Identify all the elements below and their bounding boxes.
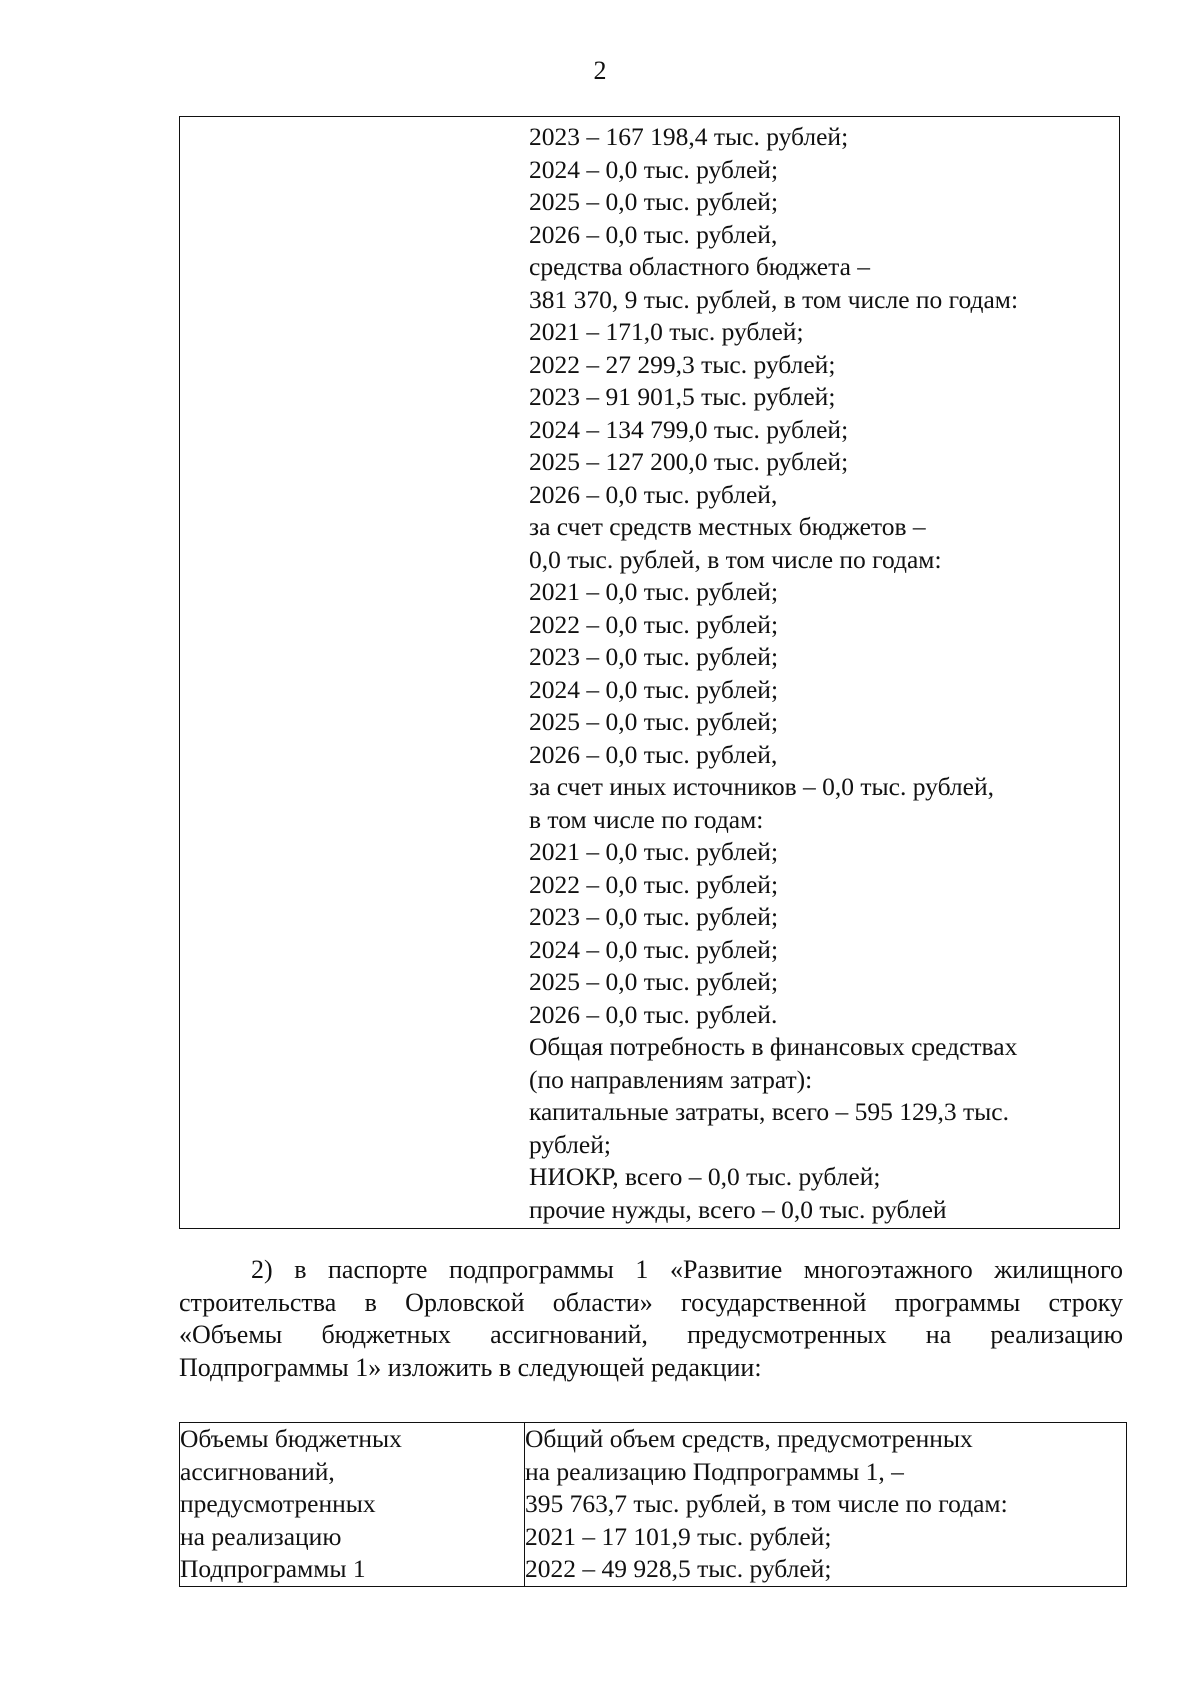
text-line: 2026 – 0,0 тыс. рублей, (529, 479, 778, 509)
text-line: 2023 – 167 198,4 тыс. рублей; (529, 122, 849, 151)
text-line: ассигнований, (180, 1456, 335, 1486)
text-line: 2023 – 0,0 тыс. рублей; (529, 902, 779, 931)
text-line: 2025 – 0,0 тыс. рублей; (529, 707, 779, 736)
text-line: 2025 – 127 200,0 тыс. рублей; (529, 447, 849, 476)
paragraph-line: 2) в паспорте подпрограммы 1 «Развитие многоэтажного жилищного (251, 1255, 1123, 1284)
text-line: Объемы бюджетных (180, 1424, 402, 1453)
subprogram-funding-table (179, 1422, 1127, 1587)
row-value-lines (525, 1423, 1126, 1586)
text-line: 2023 – 0,0 тыс. рублей; (529, 642, 779, 671)
text-line: прочие нужды, всего – 0,0 тыс. рублей (529, 1194, 947, 1224)
text-line: Общий объем средств, предусмотренных (525, 1424, 973, 1453)
funding-table-continued (179, 116, 1120, 1229)
funding-details-lines (529, 121, 1113, 1226)
text-line: 2021 – 171,0 тыс. рублей; (529, 317, 804, 346)
text-line: 2026 – 0,0 тыс. рублей. (529, 999, 778, 1029)
row-header-lines (180, 1423, 524, 1586)
text-line: 2025 – 0,0 тыс. рублей; (529, 967, 779, 996)
text-line: 2022 – 0,0 тыс. рублей; (529, 609, 779, 639)
text-line: 2024 – 0,0 тыс. рублей; (529, 154, 779, 184)
text-line: 2022 – 49 928,5 тыс. рублей; (525, 1554, 832, 1583)
text-line: 0,0 тыс. рублей, в том числе по годам: (529, 544, 942, 574)
amendment-paragraph (179, 1254, 1123, 1384)
text-line: Общая потребность в финансовых средствах (529, 1032, 1018, 1061)
text-line: 2022 – 0,0 тыс. рублей; (529, 869, 779, 899)
text-line: Подпрограммы 1 (180, 1554, 366, 1583)
text-line: в том числе по годам: (529, 804, 764, 834)
text-line: 2024 – 134 799,0 тыс. рублей; (529, 414, 849, 444)
text-line: 2024 – 0,0 тыс. рублей; (529, 934, 779, 964)
table-row (180, 1423, 1127, 1587)
text-line: средства областного бюджета – (529, 252, 871, 281)
text-line: капитальные затраты, всего – 595 129,3 тыс. (529, 1097, 1009, 1126)
text-line: на реализацию Подпрограммы 1, – (525, 1456, 904, 1486)
table-row (180, 117, 1120, 1229)
text-line: 395 763,7 тыс. рублей, в том числе по годам: (525, 1489, 1008, 1518)
text-line: 2026 – 0,0 тыс. рублей, (529, 219, 778, 249)
text-line: (по направлениям затрат): (529, 1064, 813, 1094)
paragraph-line: «Объемы бюджетных ассигнований, предусмотренных на реализацию (179, 1320, 1123, 1349)
text-line: 2021 – 0,0 тыс. рублей; (529, 577, 779, 606)
text-line: за счет иных источников – 0,0 тыс. рублей, (529, 772, 994, 801)
page-number: 2 (593, 56, 607, 85)
text-line: 2023 – 91 901,5 тыс. рублей; (529, 382, 836, 411)
text-line: 2021 – 17 101,9 тыс. рублей; (525, 1521, 832, 1551)
text-line: 2022 – 27 299,3 тыс. рублей; (529, 349, 836, 379)
text-line: 2026 – 0,0 тыс. рублей, (529, 739, 778, 769)
text-line: 381 370, 9 тыс. рублей, в том числе по годам: (529, 284, 1019, 314)
text-line: на реализацию (180, 1521, 342, 1551)
paragraph-line: Подпрограммы 1» изложить в следующей редакции: (179, 1352, 762, 1382)
text-line: рублей; (529, 1129, 611, 1159)
text-line: 2025 – 0,0 тыс. рублей; (529, 187, 779, 216)
funding-details-cell (180, 117, 1120, 1229)
row-value-cell (525, 1423, 1127, 1587)
text-line: НИОКР, всего – 0,0 тыс. рублей; (529, 1162, 881, 1191)
text-line: 2024 – 0,0 тыс. рублей; (529, 674, 779, 704)
text-line: предусмотренных (180, 1489, 376, 1518)
text-line: за счет средств местных бюджетов – (529, 512, 926, 541)
text-line: 2021 – 0,0 тыс. рублей; (529, 837, 779, 866)
paragraph-line: строительства в Орловской области» государственной программы строку (179, 1287, 1123, 1317)
row-header-cell (180, 1423, 525, 1587)
